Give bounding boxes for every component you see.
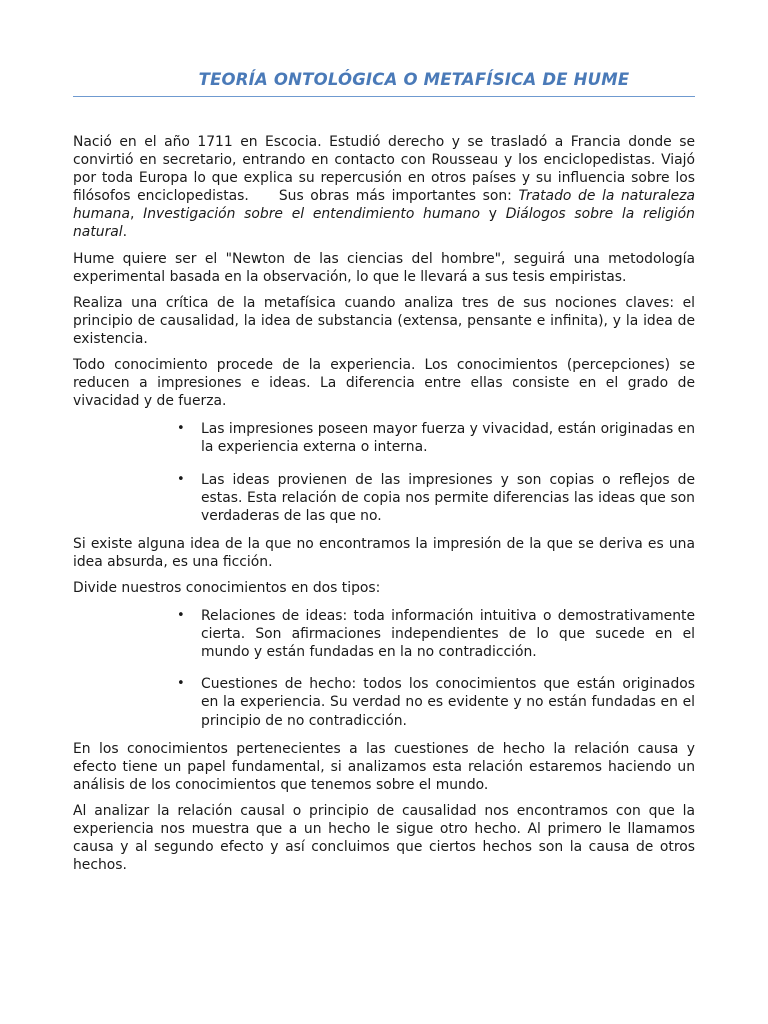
separator-2: y <box>480 206 506 223</box>
works-lead: Sus obras más importantes son: <box>278 188 519 205</box>
paragraph-tipos: Divide nuestros conocimientos en dos tipos: <box>73 579 381 596</box>
list-item-text: Relaciones de ideas: toda información intuitiva o demostrativamente cierta. Son afirmaciones independientes de lo que sucede en el mundo y están fundadas en la no contradicción. <box>201 608 695 661</box>
paragraph-biography <box>73 133 695 242</box>
paragraph-causa-efecto: En los conocimientos pertenecientes a las cuestiones de hecho la relación causa y efecto tiene un papel fundamental, si analizamos esta relación estaremos haciendo un análisis de los conocimientos que tenemos sobre el mundo. <box>73 740 695 793</box>
title-underline <box>73 96 695 97</box>
list-item-text: Cuestiones de hecho: todos los conocimientos que están originados en la experiencia. Su verdad no es evidente y no están fundadas en el principio de no contradicción. <box>201 676 695 729</box>
work-title-1: Tratado de la naturaleza humana <box>73 188 695 223</box>
paragraph-critica: Realiza una crítica de la metafísica cuando analiza tres de sus nociones claves: el principio de causalidad, la idea de substancia (extensa, pensante e infinita), y la idea de existencia. <box>73 294 695 347</box>
work-title-2: Investigación sobre el entendimiento humano <box>143 206 481 223</box>
biography-end: . <box>122 224 128 241</box>
bullet-icon: • <box>177 676 185 692</box>
list-item-text: Las ideas provienen de las impresiones y son copias o reflejos de estas. Esta relación de copia nos permite diferencias las ideas que son verdaderas de las que no. <box>201 471 695 524</box>
list-perceptions <box>73 420 695 524</box>
biography-text: Nació en el año 1711 en Escocia. Estudió derecho y se trasladó a Francia donde se convirtió en secretario, entrando en contacto con Rousseau y los enciclopedistas. Viajó por toda Europa lo que explica su repercusión en otros países y su influencia sobre los filósofos enciclopedistas. <box>73 134 695 205</box>
bullet-icon: • <box>177 421 185 437</box>
work-title-3: Diálogos sobre la religión natural <box>73 206 695 241</box>
list-item <box>73 471 695 525</box>
list-item <box>73 675 695 729</box>
list-knowledge <box>73 607 695 730</box>
list-item-text: Las impresiones poseen mayor fuerza y vivacidad, están originadas en la experiencia externa o interna. <box>201 421 695 456</box>
bullet-icon: • <box>177 608 185 624</box>
document-body <box>73 133 695 882</box>
list-item <box>73 420 695 456</box>
separator-1: , <box>129 206 144 223</box>
list-item <box>73 607 695 661</box>
paragraph-conocimiento: Todo conocimiento procede de la experiencia. Los conocimientos (percepciones) se reducen a impresiones e ideas. La diferencia entre ellas consiste en el grado de vivacidad y de fuerza. <box>73 357 695 410</box>
paragraph-newton: Hume quiere ser el "Newton de las ciencias del hombre", seguirá una metodología experimental basada en la observación, lo que le llevará a sus tesis empiristas. <box>73 250 695 285</box>
paragraph-ficcion: Si existe alguna idea de la que no encontramos la impresión de la que se deriva es una idea absurda, es una ficción. <box>73 535 695 570</box>
page-title: TEORÍA ONTOLÓGICA O METAFÍSICA DE HUME <box>198 70 630 89</box>
paragraph-causalidad: Al analizar la relación causal o principio de causalidad nos encontramos con que la experiencia nos muestra que a un hecho le sigue otro hecho. Al primero le llamamos causa y al segundo efecto y así concluimos que ciertos hechos son la causa de otros hechos. <box>73 802 695 874</box>
bullet-icon: • <box>177 471 185 487</box>
